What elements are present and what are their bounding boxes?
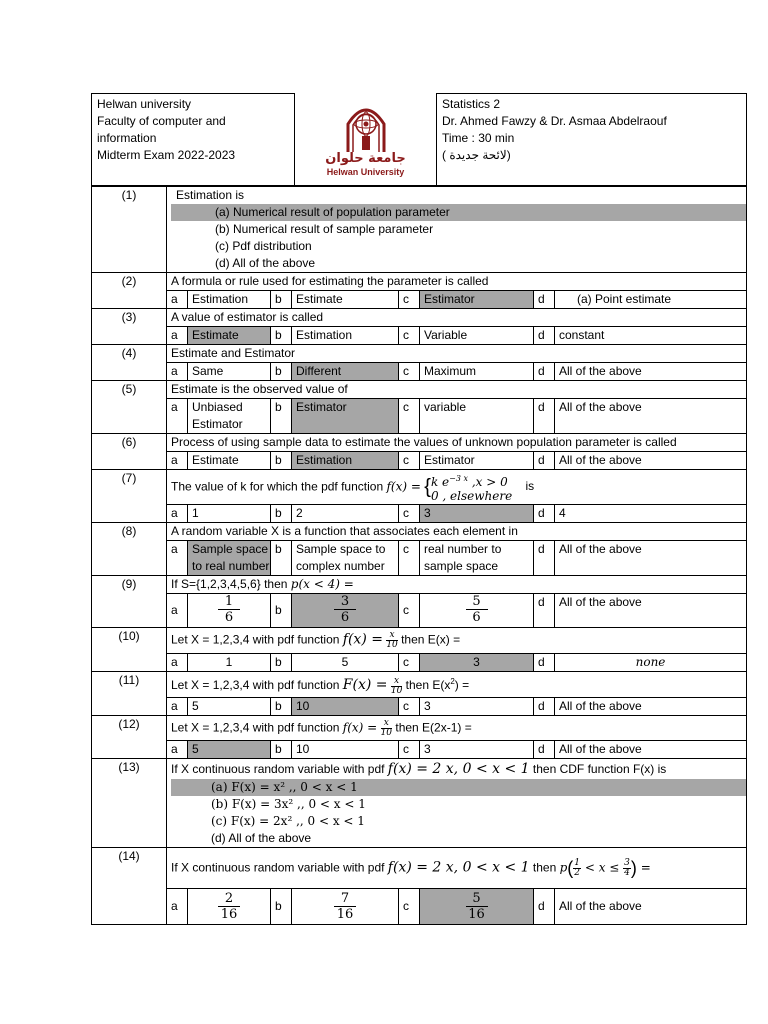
- exponent: 2: [450, 677, 455, 687]
- question-7-options: [92, 505, 747, 523]
- option-label-b: b: [271, 505, 292, 523]
- option-c[interactable]: [420, 594, 534, 628]
- question-10-options: [92, 654, 747, 672]
- equals: =: [636, 860, 651, 875]
- option-d[interactable]: none: [555, 654, 747, 672]
- option-a[interactable]: Estimate: [188, 452, 271, 470]
- question-2-options: [92, 291, 747, 309]
- question-prefix: Let X = 1,2,3,4 with pdf function: [171, 678, 343, 693]
- question-text: Estimate is the observed value of: [167, 381, 747, 399]
- option-label-a: a: [167, 594, 188, 628]
- option-label-d: d: [534, 698, 555, 716]
- university-info: [92, 94, 295, 186]
- question-text: A formula or rule used for estimating the parameter is called: [167, 273, 747, 291]
- question-number: (1): [92, 187, 167, 273]
- option-a[interactable]: [188, 889, 271, 925]
- question-8-options: [92, 541, 747, 576]
- exam-time: Time : 30 min: [442, 131, 515, 145]
- question-prefix: Let X = 1,2,3,4 with pdf function: [171, 632, 343, 647]
- helwan-university-logo: [318, 94, 414, 180]
- question-body: [167, 187, 747, 273]
- option-label-c: c: [399, 505, 420, 523]
- function-name: F(x) =: [342, 677, 388, 694]
- question-13: [92, 759, 747, 848]
- question-suffix: then: [529, 860, 560, 875]
- question-number: (7): [92, 470, 167, 523]
- question-text: If X continuous random variable with pdf f(x) = 2 x, 0 < x < 1 then p( $\frac{1}{2}$ < x ≤ $\frac{3}{4}$ ) =: [167, 848, 747, 889]
- numerator: x: [391, 677, 402, 687]
- pdf-expression: f(x) = 2 x, 0 < x < 1: [387, 761, 530, 777]
- question-3-options: [92, 327, 747, 345]
- option-label-b: b: [271, 291, 292, 309]
- question-4: [92, 345, 747, 363]
- question-9-options: [92, 594, 747, 628]
- option-label-d: d: [534, 741, 555, 759]
- function-name: f(x) =: [342, 631, 383, 648]
- option-b[interactable]: Estimation: [292, 327, 399, 345]
- option-label-d: d: [534, 291, 555, 309]
- option-label-a: a: [167, 889, 188, 925]
- option-d[interactable]: All of the above: [555, 741, 747, 759]
- option-label-a: a: [167, 541, 188, 576]
- option-b[interactable]: (b) Numerical result of sample parameter: [215, 222, 434, 236]
- option-c-correct[interactable]: [420, 889, 534, 925]
- question-10: [92, 628, 747, 654]
- question-text: [167, 672, 747, 698]
- option-label-a: a: [167, 698, 188, 716]
- option-d[interactable]: (d) All of the above: [211, 831, 312, 845]
- option-label-d: d: [534, 327, 555, 345]
- option-label-b: b: [271, 327, 292, 345]
- option-label-c: c: [399, 452, 420, 470]
- question-suffix: then E(x: [402, 678, 451, 693]
- question-4-options: [92, 363, 747, 381]
- question-suffix: is: [525, 479, 535, 494]
- option-label-d: d: [534, 654, 555, 672]
- option-c-line1: real number to: [424, 542, 502, 556]
- question-number: (5): [92, 381, 167, 434]
- function-name: f(x) =: [386, 479, 421, 494]
- denominator: 10: [390, 685, 403, 696]
- question-text: Estimate and Estimator: [167, 345, 747, 363]
- denominator: 16: [468, 907, 485, 922]
- option-label-a: a: [167, 654, 188, 672]
- question-7: [92, 470, 747, 505]
- question-11: [92, 672, 747, 698]
- upper-numerator: 3: [624, 857, 630, 868]
- option-a-line2: to real number: [192, 559, 270, 573]
- denominator: 10: [386, 640, 398, 650]
- option-label-a: a: [167, 291, 188, 309]
- question-text: Process of using sample data to estimate the values of unknown population parameter is called: [167, 434, 747, 452]
- option-label-b: b: [271, 889, 292, 925]
- faculty-name-cont: information: [97, 131, 157, 145]
- pdf-expression: f(x) = 2 x, 0 < x < 1: [387, 859, 530, 876]
- option-c[interactable]: 3: [420, 741, 534, 759]
- option-d[interactable]: constant: [555, 327, 747, 345]
- option-a[interactable]: 1: [188, 654, 271, 672]
- option-c[interactable]: [420, 541, 534, 576]
- option-d[interactable]: 4: [555, 505, 747, 523]
- piecewise-cases: [431, 472, 512, 503]
- option-a-correct[interactable]: 5: [188, 741, 271, 759]
- question-5-options: [92, 399, 747, 434]
- numerator: x: [386, 631, 397, 641]
- question-number: (3): [92, 309, 167, 345]
- option-label-c: c: [399, 654, 420, 672]
- option-a[interactable]: 1: [188, 505, 271, 523]
- option-a-line2: Estimator: [192, 417, 243, 431]
- question-suffix-end: ) =: [454, 678, 470, 693]
- case-2: 0 , elsewhere: [430, 488, 513, 503]
- question-number: (11): [92, 672, 167, 716]
- upper-denominator: 4: [624, 867, 630, 878]
- option-d[interactable]: (a) Point estimate: [555, 291, 747, 309]
- option-label-c: c: [399, 399, 420, 434]
- faculty-name: Faculty of computer and: [97, 114, 226, 128]
- option-c[interactable]: variable: [420, 399, 534, 434]
- denominator: 6: [340, 610, 350, 625]
- question-prefix: Let X = 1,2,3,4 with pdf function: [171, 720, 343, 735]
- logo-cell: [295, 94, 437, 186]
- question-8: [92, 523, 747, 541]
- option-label-c: c: [399, 291, 420, 309]
- numerator: 3: [334, 594, 356, 610]
- case-1-domain: ,x > 0: [468, 474, 508, 489]
- option-d[interactable]: (d) All of the above: [215, 256, 316, 270]
- option-label-c: c: [399, 889, 420, 925]
- case-1-term: k e: [430, 474, 450, 489]
- lower-numerator: 1: [574, 857, 581, 868]
- option-c-correct[interactable]: Estimator: [420, 291, 534, 309]
- option-b[interactable]: 10: [292, 741, 399, 759]
- option-c[interactable]: (c) Pdf distribution: [215, 239, 312, 253]
- option-a[interactable]: [188, 594, 271, 628]
- option-label-b: b: [271, 541, 292, 576]
- question-2: [92, 273, 747, 291]
- option-b-correct[interactable]: [292, 594, 399, 628]
- question-number: (6): [92, 434, 167, 470]
- question-suffix: then E(x) =: [397, 632, 461, 647]
- option-c[interactable]: 3: [420, 698, 534, 716]
- option-label-d: d: [534, 452, 555, 470]
- denominator: 16: [336, 907, 354, 922]
- option-d[interactable]: All of the above: [555, 698, 747, 716]
- question-12-options: [92, 741, 747, 759]
- question-number: (14): [92, 848, 167, 925]
- option-label-b: b: [271, 654, 292, 672]
- option-c[interactable]: Estimator: [420, 452, 534, 470]
- question-number: (12): [92, 716, 167, 759]
- question-9: [92, 576, 747, 594]
- instructors: Dr. Ahmed Fawzy & Dr. Asmaa Abdelraouf: [442, 114, 667, 128]
- question-number: (10): [92, 628, 167, 672]
- option-a-correct[interactable]: (a) Numerical result of population parameter: [171, 204, 746, 221]
- numerator: 7: [334, 891, 356, 907]
- option-label-d: d: [534, 399, 555, 434]
- function-name: f(x) =: [342, 720, 378, 735]
- option-label-d: d: [534, 363, 555, 381]
- option-c-correct[interactable]: 3: [420, 505, 534, 523]
- brace: {: [424, 476, 431, 498]
- numerator: 1: [218, 594, 240, 610]
- option-label-c: c: [399, 541, 420, 576]
- option-b[interactable]: 5: [292, 654, 399, 672]
- question-number: (13): [92, 759, 167, 848]
- questions-table: [91, 186, 747, 925]
- option-label-a: a: [167, 452, 188, 470]
- option-d[interactable]: All of the above: [555, 889, 747, 925]
- question-5: [92, 381, 747, 399]
- option-a-correct[interactable]: Estimate: [188, 327, 271, 345]
- probability-expression: p(x < 4) =: [290, 577, 354, 591]
- option-label-b: b: [271, 741, 292, 759]
- question-text: A random variable X is a function that associates each element in: [167, 523, 747, 541]
- option-a[interactable]: Same: [188, 363, 271, 381]
- numerator: 5: [466, 594, 488, 610]
- question-number: (4): [92, 345, 167, 381]
- numerator: x: [381, 719, 392, 729]
- question-6: [92, 434, 747, 452]
- option-d[interactable]: All of the above: [555, 594, 747, 628]
- exam-title: Midterm Exam 2022-2023: [97, 148, 236, 162]
- question-12: [92, 716, 747, 741]
- numerator: 5: [466, 891, 488, 907]
- exam-header: [91, 93, 747, 186]
- option-label-d: d: [534, 505, 555, 523]
- denominator: 6: [472, 610, 481, 625]
- option-label-c: c: [399, 327, 420, 345]
- option-b[interactable]: [292, 889, 399, 925]
- option-label-d: d: [534, 541, 555, 576]
- option-d[interactable]: All of the above: [555, 541, 747, 576]
- option-d[interactable]: All of the above: [555, 452, 747, 470]
- question-1: [92, 187, 747, 273]
- question-suffix: then E(2x-1) =: [392, 720, 472, 735]
- option-b-correct[interactable]: Estimator: [292, 399, 399, 434]
- option-label-d: d: [534, 889, 555, 925]
- case-1-exponent: −3 x: [449, 473, 468, 483]
- option-label-b: b: [271, 452, 292, 470]
- option-b[interactable]: [292, 541, 399, 576]
- question-body: [167, 759, 747, 848]
- option-a-line1: Sample space: [192, 542, 269, 556]
- question-prefix: If X continuous random variable with pdf: [171, 860, 388, 875]
- lower-denominator: 2: [574, 867, 581, 878]
- option-a[interactable]: 5: [188, 698, 271, 716]
- option-label-c: c: [399, 363, 420, 381]
- option-label-d: d: [534, 594, 555, 628]
- regulation-note: ( لائحة جديدة): [442, 148, 511, 162]
- question-6-options: [92, 452, 747, 470]
- option-label-b: b: [271, 594, 292, 628]
- option-a-correct[interactable]: [188, 541, 271, 576]
- question-text: A value of estimator is called: [167, 309, 747, 327]
- option-label-c: c: [399, 741, 420, 759]
- option-a-line1: Unbiased: [192, 400, 243, 414]
- option-label-b: b: [271, 698, 292, 716]
- option-label-a: a: [167, 363, 188, 381]
- option-label-b: b: [271, 363, 292, 381]
- question-prefix: If S={1,2,3,4,5,6} then: [171, 577, 291, 591]
- option-d[interactable]: All of the above: [555, 399, 747, 434]
- option-b-correct[interactable]: 10: [292, 698, 399, 716]
- option-label-a: a: [167, 741, 188, 759]
- question-prefix: The value of k for which the pdf function: [171, 479, 387, 494]
- option-label-a: a: [167, 399, 188, 434]
- course-name: Statistics 2: [442, 97, 501, 111]
- logo-caption: Helwan University: [326, 166, 405, 177]
- question-text: [167, 628, 747, 654]
- option-a[interactable]: Estimation: [188, 291, 271, 309]
- question-text: Estimation is: [176, 188, 245, 202]
- course-info: [437, 94, 747, 186]
- option-label-b: b: [271, 399, 292, 434]
- question-number: (9): [92, 576, 167, 628]
- option-c[interactable]: Variable: [420, 327, 534, 345]
- denominator: 10: [380, 727, 393, 738]
- option-b[interactable]: 2: [292, 505, 399, 523]
- question-suffix: then CDF function F(x) is: [529, 762, 667, 776]
- question-number: (2): [92, 273, 167, 309]
- question-14: [92, 848, 747, 889]
- question-number: (8): [92, 523, 167, 576]
- option-a[interactable]: [188, 399, 271, 434]
- option-d[interactable]: All of the above: [555, 363, 747, 381]
- numerator: 2: [218, 891, 240, 907]
- question-11-options: [92, 698, 747, 716]
- option-a-correct[interactable]: (a) F(x) = x² ,, 0 < x < 1: [171, 779, 746, 796]
- question-text: [171, 759, 742, 779]
- option-label-c: c: [399, 698, 420, 716]
- inequality: < x ≤: [581, 860, 624, 875]
- question-3: [92, 309, 747, 327]
- option-c[interactable]: (c) F(x) = 2x² ,, 0 < x < 1: [211, 814, 365, 828]
- option-b[interactable]: (b) F(x) = 3x² ,, 0 < x < 1: [211, 797, 366, 811]
- option-c-line2: sample space: [424, 559, 499, 573]
- question-text: [167, 470, 747, 505]
- option-b[interactable]: Estimate: [292, 291, 399, 309]
- option-label-a: a: [167, 505, 188, 523]
- denominator: 16: [220, 907, 238, 922]
- logo-arabic-text: جامعة حلوان: [325, 150, 406, 166]
- option-b-line1: Sample space to: [296, 542, 386, 556]
- question-14-options: [92, 889, 747, 925]
- question-prefix: If X continuous random variable with pdf: [171, 762, 388, 776]
- denominator: 6: [224, 610, 234, 625]
- option-b-correct[interactable]: Different: [292, 363, 399, 381]
- question-text: [167, 576, 747, 594]
- option-b-correct[interactable]: Estimation: [292, 452, 399, 470]
- option-c-correct[interactable]: 3: [420, 654, 534, 672]
- option-c[interactable]: Maximum: [420, 363, 534, 381]
- university-name: Helwan university: [97, 97, 192, 111]
- option-label-a: a: [167, 327, 188, 345]
- option-b-line2: complex number: [296, 559, 385, 573]
- question-text: [167, 716, 747, 741]
- option-label-c: c: [399, 594, 420, 628]
- probability-symbol: p: [559, 860, 568, 875]
